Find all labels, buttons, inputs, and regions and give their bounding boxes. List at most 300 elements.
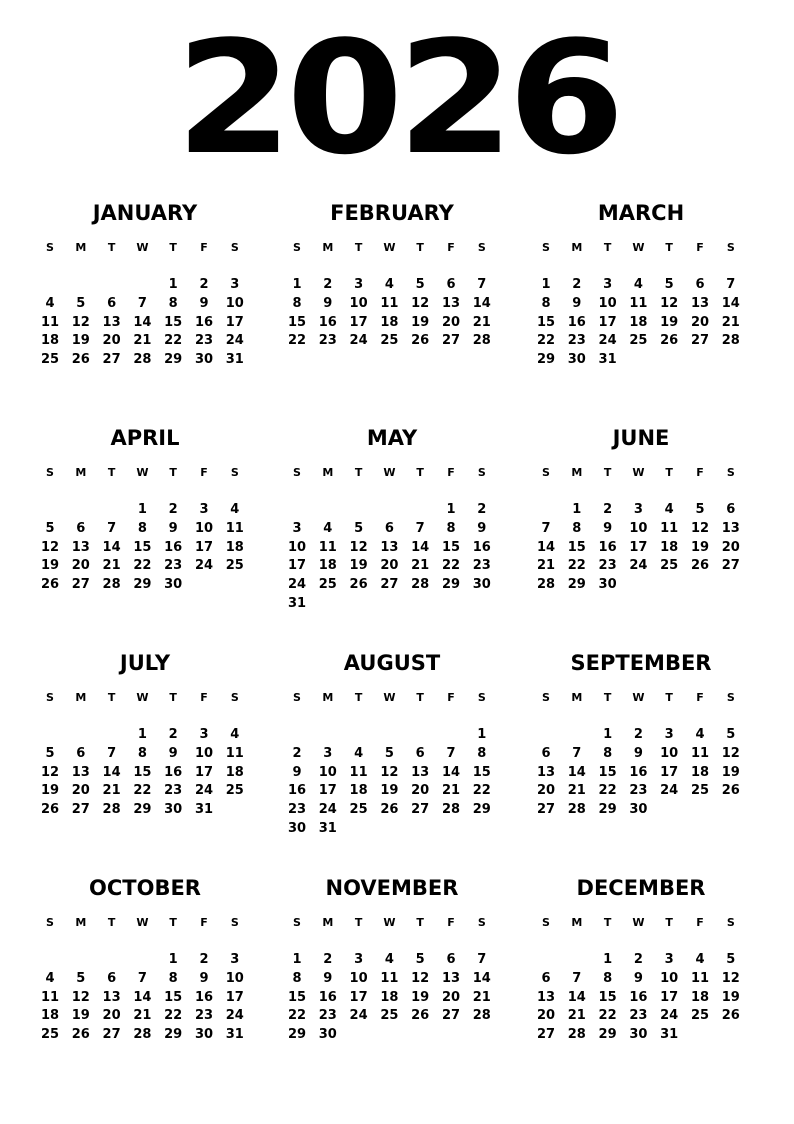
day-number: 22 (536, 333, 556, 349)
day-number: 20 (411, 783, 430, 799)
day-number: 20 (102, 333, 121, 349)
day-number: 26 (690, 558, 710, 574)
weekday-label: W (136, 241, 149, 254)
weekday-label: S (46, 916, 54, 929)
weekday-label: S (726, 466, 735, 479)
day-number: 1 (137, 502, 147, 517)
day-number: 27 (411, 802, 430, 818)
day-number: 11 (380, 970, 399, 986)
day-number: 6 (446, 277, 456, 292)
month-name: OCTOBER (89, 876, 201, 900)
day-number: 20 (721, 539, 740, 555)
day-number: 14 (133, 989, 152, 1005)
day-number: 12 (690, 520, 710, 536)
day-number: 20 (71, 558, 90, 574)
day-number: 31 (660, 1027, 679, 1043)
day-number: 24 (349, 333, 368, 349)
day-number: 18 (349, 783, 368, 799)
weekday-label: F (696, 466, 704, 479)
day-number: 26 (40, 802, 60, 818)
day-number: 19 (71, 333, 90, 349)
day-number: 10 (225, 295, 244, 311)
day-number: 24 (349, 1008, 368, 1024)
day-number: 1 (168, 952, 178, 967)
day-number: 18 (225, 764, 244, 780)
day-number: 4 (664, 502, 674, 517)
day-number: 28 (536, 577, 556, 593)
day-number: 17 (660, 764, 679, 780)
day-number: 5 (384, 745, 394, 761)
day-number: 11 (629, 295, 648, 311)
day-number: 12 (660, 295, 679, 311)
day-number: 23 (598, 558, 617, 574)
day-number: 17 (318, 783, 337, 799)
day-number: 9 (292, 764, 302, 780)
day-number: 13 (380, 539, 399, 555)
day-number: 4 (384, 952, 394, 967)
day-number: 6 (76, 745, 86, 761)
weekday-label: W (632, 691, 645, 704)
day-number: 7 (477, 952, 487, 967)
day-number: 15 (536, 314, 556, 330)
day-number: 30 (318, 1027, 337, 1043)
day-number: 23 (318, 1008, 337, 1024)
day-number: 25 (380, 333, 399, 349)
day-number: 17 (287, 558, 307, 574)
day-number: 16 (287, 783, 307, 799)
weekday-label: S (477, 466, 486, 479)
day-number: 30 (164, 577, 183, 593)
day-number: 15 (441, 539, 461, 555)
weekday-label: T (169, 241, 177, 254)
day-number: 25 (690, 783, 710, 799)
day-number: 16 (318, 989, 337, 1005)
day-number: 12 (380, 764, 399, 780)
weekday-label: S (726, 241, 735, 254)
day-number: 11 (225, 745, 244, 761)
day-number: 13 (721, 520, 740, 536)
day-number: 9 (572, 295, 582, 311)
day-number: 20 (441, 314, 461, 330)
day-number: 29 (133, 802, 152, 818)
day-number: 16 (318, 314, 337, 330)
day-number: 12 (411, 295, 430, 311)
day-number: 19 (380, 783, 399, 799)
day-number: 22 (287, 333, 307, 349)
day-number: 21 (536, 558, 556, 574)
weekday-label: T (354, 466, 363, 479)
weekday-label: S (726, 691, 735, 704)
day-number: 28 (441, 802, 461, 818)
day-number: 5 (695, 502, 705, 517)
day-number: 6 (107, 295, 117, 311)
day-number: 15 (287, 314, 307, 330)
weekday-label: S (46, 241, 54, 254)
day-number: 19 (411, 989, 430, 1005)
day-number: 24 (598, 333, 617, 349)
day-number: 21 (133, 333, 152, 349)
day-number: 24 (660, 1008, 679, 1024)
day-number: 22 (133, 558, 152, 574)
day-number: 4 (384, 277, 394, 292)
weekday-label: F (200, 916, 208, 929)
month-name: MARCH (597, 201, 685, 225)
weekday-label: T (416, 916, 424, 929)
day-number: 29 (598, 802, 617, 818)
day-number: 8 (168, 970, 178, 986)
day-number: 15 (133, 539, 152, 555)
month-name: APRIL (110, 426, 180, 450)
day-number: 13 (441, 295, 461, 311)
day-number: 13 (71, 539, 90, 555)
day-number: 9 (633, 970, 643, 986)
day-number: 30 (164, 802, 183, 818)
day-number: 29 (164, 1027, 183, 1043)
day-number: 25 (690, 1008, 710, 1024)
day-number: 8 (292, 970, 302, 986)
day-number: 12 (40, 764, 60, 780)
day-number: 3 (664, 952, 674, 967)
day-number: 24 (660, 783, 679, 799)
day-number: 7 (415, 520, 425, 536)
weekday-label: S (46, 466, 54, 479)
day-number: 3 (199, 502, 209, 517)
weekday-label: W (383, 466, 396, 479)
day-number: 17 (660, 989, 679, 1005)
day-number: 27 (441, 1008, 461, 1024)
day-number: 5 (45, 520, 55, 536)
day-number: 21 (472, 314, 491, 330)
day-number: 30 (629, 1027, 648, 1043)
day-number: 1 (137, 727, 147, 742)
weekday-label: T (169, 916, 177, 929)
weekday-label: F (200, 241, 208, 254)
day-number: 9 (477, 520, 487, 536)
day-number: 27 (536, 1027, 556, 1043)
day-number: 28 (102, 802, 121, 818)
weekday-label: T (107, 691, 116, 704)
day-number: 19 (71, 1008, 90, 1024)
day-number: 30 (194, 1027, 214, 1043)
day-number: 16 (629, 764, 648, 780)
day-number: 2 (292, 745, 302, 761)
day-number: 21 (721, 314, 740, 330)
day-number: 10 (287, 539, 307, 555)
day-number: 11 (690, 970, 710, 986)
day-number: 4 (633, 277, 643, 292)
day-number: 19 (690, 539, 710, 555)
day-number: 18 (40, 1008, 60, 1024)
day-number: 6 (415, 745, 425, 761)
day-number: 14 (567, 989, 586, 1005)
day-number: 28 (133, 1027, 152, 1043)
day-number: 4 (323, 520, 333, 536)
day-number: 26 (721, 783, 740, 799)
day-number: 21 (441, 783, 461, 799)
day-number: 15 (287, 989, 307, 1005)
day-number: 4 (695, 727, 705, 742)
day-number: 11 (40, 314, 60, 330)
weekday-label: S (293, 241, 301, 254)
weekday-label: T (665, 916, 673, 929)
day-number: 16 (472, 539, 491, 555)
day-number: 28 (721, 333, 740, 349)
day-number: 16 (164, 539, 183, 555)
day-number: 12 (71, 989, 90, 1005)
day-number: 9 (633, 745, 643, 761)
day-number: 30 (598, 577, 617, 593)
day-number: 5 (664, 277, 674, 292)
day-number: 23 (472, 558, 491, 574)
day-number: 3 (354, 952, 364, 967)
day-number: 28 (567, 1027, 586, 1043)
weekday-label: S (293, 916, 301, 929)
day-number: 25 (318, 577, 337, 593)
day-number: 12 (71, 314, 90, 330)
day-number: 7 (726, 277, 736, 292)
day-number: 22 (441, 558, 461, 574)
day-number: 28 (411, 577, 430, 593)
day-number: 30 (472, 577, 491, 593)
day-number: 2 (168, 502, 178, 517)
day-number: 13 (536, 764, 556, 780)
weekday-label: S (726, 916, 735, 929)
day-number: 10 (598, 295, 617, 311)
day-number: 16 (194, 314, 214, 330)
day-number: 21 (567, 783, 586, 799)
day-number: 10 (225, 970, 244, 986)
day-number: 31 (194, 802, 214, 818)
day-number: 7 (572, 970, 582, 986)
weekday-label: T (603, 466, 612, 479)
day-number: 3 (230, 952, 240, 967)
day-number: 29 (164, 352, 183, 368)
day-number: 3 (292, 520, 302, 536)
day-number: 27 (690, 333, 710, 349)
day-number: 27 (102, 352, 121, 368)
day-number: 4 (354, 745, 364, 761)
day-number: 17 (194, 764, 214, 780)
weekday-label: W (632, 916, 645, 929)
day-number: 24 (225, 333, 244, 349)
day-number: 15 (598, 764, 617, 780)
day-number: 3 (664, 727, 674, 742)
weekday-label: T (665, 466, 673, 479)
day-number: 9 (199, 295, 209, 311)
day-number: 6 (726, 502, 736, 517)
day-number: 2 (477, 502, 487, 517)
day-number: 12 (40, 539, 60, 555)
weekday-label: M (75, 691, 87, 704)
day-number: 18 (660, 539, 679, 555)
day-number: 3 (230, 277, 240, 292)
day-number: 17 (349, 989, 368, 1005)
weekday-label: S (542, 691, 550, 704)
day-number: 23 (567, 333, 586, 349)
day-number: 30 (567, 352, 586, 368)
day-number: 22 (598, 1008, 617, 1024)
weekday-label: S (542, 916, 550, 929)
day-number: 24 (287, 577, 307, 593)
day-number: 19 (411, 314, 430, 330)
day-number: 21 (472, 989, 491, 1005)
day-number: 14 (411, 539, 430, 555)
day-number: 9 (323, 295, 333, 311)
day-number: 25 (225, 558, 244, 574)
day-number: 22 (133, 783, 152, 799)
month-name: JANUARY (92, 201, 198, 225)
day-number: 1 (572, 502, 582, 517)
day-number: 1 (541, 277, 551, 292)
day-number: 14 (133, 314, 152, 330)
day-number: 22 (598, 783, 617, 799)
day-number: 1 (603, 727, 613, 742)
day-number: 27 (721, 558, 740, 574)
day-number: 19 (40, 783, 60, 799)
day-number: 8 (168, 295, 178, 311)
day-number: 20 (536, 1008, 556, 1024)
day-number: 23 (164, 558, 183, 574)
weekday-label: M (322, 691, 334, 704)
day-number: 12 (349, 539, 368, 555)
day-number: 3 (633, 502, 643, 517)
day-number: 23 (164, 783, 183, 799)
weekday-label: S (542, 241, 550, 254)
day-number: 5 (415, 952, 425, 967)
day-number: 10 (349, 295, 368, 311)
day-number: 13 (536, 989, 556, 1005)
day-number: 21 (102, 558, 121, 574)
day-number: 9 (168, 745, 178, 761)
day-number: 18 (629, 314, 648, 330)
day-number: 8 (477, 745, 487, 761)
day-number: 14 (567, 764, 586, 780)
day-number: 8 (137, 520, 147, 536)
day-number: 17 (194, 539, 214, 555)
weekday-label: F (447, 241, 455, 254)
day-number: 4 (45, 970, 55, 986)
day-number: 7 (572, 745, 582, 761)
day-number: 7 (477, 277, 487, 292)
day-number: 3 (199, 727, 209, 742)
weekday-label: M (571, 241, 583, 254)
day-number: 7 (137, 970, 147, 986)
day-number: 8 (137, 745, 147, 761)
day-number: 5 (45, 745, 55, 761)
day-number: 3 (354, 277, 364, 292)
weekday-label: M (75, 466, 87, 479)
weekday-label: T (665, 691, 673, 704)
day-number: 26 (380, 802, 399, 818)
day-number: 26 (411, 1008, 430, 1024)
day-number: 30 (629, 802, 648, 818)
weekday-label: W (383, 241, 396, 254)
day-number: 11 (225, 520, 244, 536)
day-number: 4 (230, 727, 240, 742)
weekday-label: S (293, 691, 301, 704)
day-number: 28 (472, 333, 491, 349)
day-number: 8 (292, 295, 302, 311)
day-number: 1 (292, 952, 302, 967)
day-number: 9 (603, 520, 613, 536)
weekday-label: M (571, 466, 583, 479)
day-number: 23 (194, 333, 214, 349)
day-number: 19 (721, 989, 740, 1005)
day-number: 26 (71, 352, 90, 368)
day-number: 11 (690, 745, 710, 761)
day-number: 2 (572, 277, 582, 292)
day-number: 18 (380, 314, 399, 330)
day-number: 24 (225, 1008, 244, 1024)
weekday-label: W (383, 691, 396, 704)
day-number: 17 (598, 314, 617, 330)
day-number: 29 (536, 352, 556, 368)
weekday-label: F (200, 691, 208, 704)
day-number: 1 (446, 502, 456, 517)
day-number: 10 (194, 520, 214, 536)
day-number: 24 (194, 783, 214, 799)
day-number: 31 (225, 352, 244, 368)
weekday-label: M (322, 916, 334, 929)
day-number: 27 (71, 802, 90, 818)
day-number: 28 (472, 1008, 491, 1024)
day-number: 31 (225, 1027, 244, 1043)
day-number: 14 (721, 295, 740, 311)
weekday-label: S (230, 916, 239, 929)
day-number: 20 (536, 783, 556, 799)
day-number: 8 (572, 520, 582, 536)
day-number: 15 (567, 539, 586, 555)
day-number: 3 (603, 277, 613, 292)
day-number: 7 (137, 295, 147, 311)
day-number: 22 (472, 783, 491, 799)
weekday-label: S (46, 691, 54, 704)
day-number: 7 (446, 745, 456, 761)
year-title: 2026 (175, 7, 619, 189)
day-number: 2 (323, 277, 333, 292)
day-number: 10 (660, 745, 679, 761)
day-number: 21 (133, 1008, 152, 1024)
day-number: 27 (441, 333, 461, 349)
day-number: 2 (199, 277, 209, 292)
day-number: 23 (287, 802, 307, 818)
day-number: 18 (690, 764, 710, 780)
day-number: 8 (603, 970, 613, 986)
weekday-label: M (322, 241, 334, 254)
day-number: 1 (603, 952, 613, 967)
day-number: 27 (380, 577, 399, 593)
month-name: DECEMBER (576, 876, 706, 900)
weekday-label: T (354, 916, 363, 929)
day-number: 10 (318, 764, 337, 780)
day-number: 16 (629, 989, 648, 1005)
weekday-label: S (230, 466, 239, 479)
day-number: 7 (541, 520, 551, 536)
day-number: 14 (441, 764, 461, 780)
weekday-label: W (383, 916, 396, 929)
day-number: 13 (102, 314, 121, 330)
day-number: 8 (603, 745, 613, 761)
day-number: 9 (323, 970, 333, 986)
day-number: 19 (721, 764, 740, 780)
day-number: 17 (225, 989, 244, 1005)
weekday-label: W (136, 466, 149, 479)
day-number: 18 (225, 539, 244, 555)
day-number: 10 (349, 970, 368, 986)
day-number: 28 (102, 577, 121, 593)
day-number: 21 (102, 783, 121, 799)
weekday-label: T (603, 241, 612, 254)
